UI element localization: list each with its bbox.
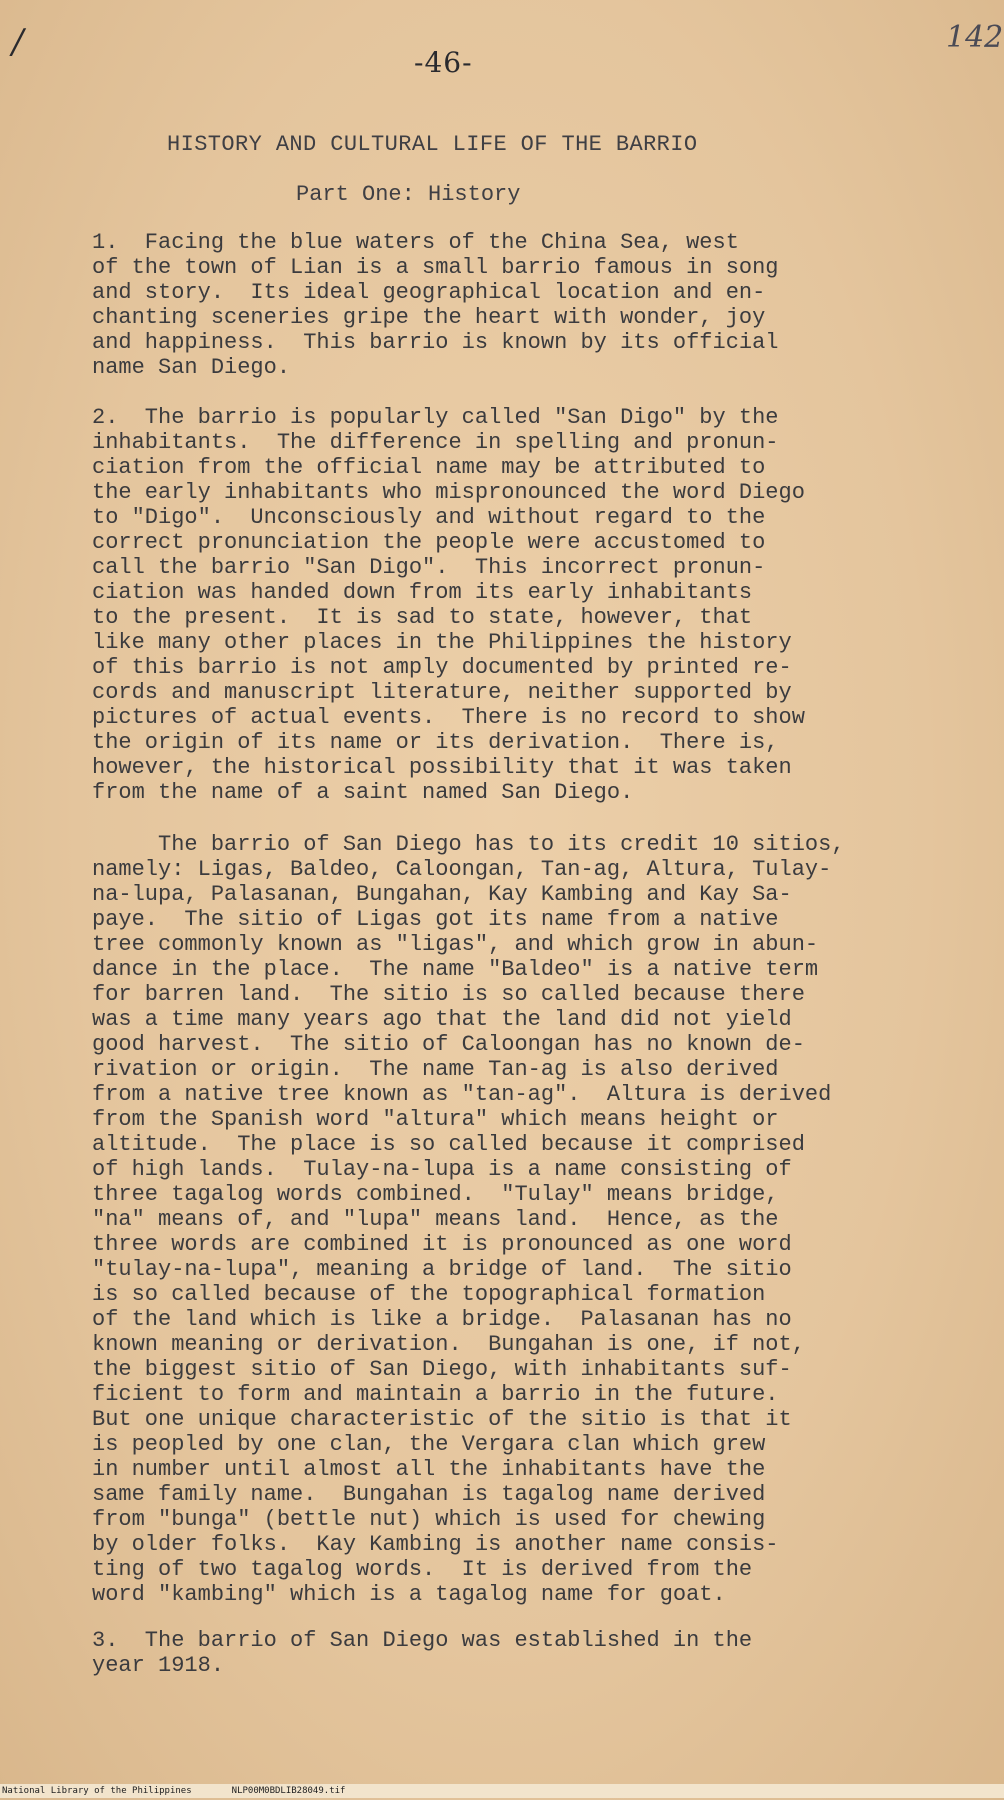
paragraph-1: 1. Facing the blue waters of the China Sea, west of the town of Lian is a small barrio famous in song and story. Its ideal geographical location and en- chanting sceneries gripe the heart with wonder, joy and happiness. This barrio is known by its official name San Diego. xyxy=(92,230,779,380)
document-subtitle: Part One: History xyxy=(296,182,521,207)
page-number: -46- xyxy=(414,46,473,79)
margin-mark: / xyxy=(12,22,24,62)
scan-footer xyxy=(0,1784,1004,1798)
paragraph-2: 2. The barrio is popularly called "San Digo" by the inhabitants. The difference in spelling and pronun- ciation from the official name may be attributed to the early inhabitants who mispronounced the word Diego to "Digo". Unconsciously and without regard to the correct pronunciation the people were accustomed to call the barrio "San Digo". This incorrect pronun- ciation was handed down from its early inhabitants to the present. It is sad to state, however, that like many other places in the Philippines the history of this barrio is not amply documented by printed re- cords and manuscript literature, neither supported by pictures of actual events. There is no record to show the origin of its name or its derivation. There is, however, the historical possibility that it was taken from the name of a saint named San Diego. xyxy=(92,405,805,805)
footer-library: National Library of the Philippines xyxy=(2,1786,192,1796)
document-title: HISTORY AND CULTURAL LIFE OF THE BARRIO xyxy=(167,132,698,157)
paragraph-sitios: The barrio of San Diego has to its credit 10 sitios, namely: Ligas, Baldeo, Caloongan, Tan-ag, Altura, Tulay- na-lupa, Palasanan, Bungahan, Kay Kambing and Kay Sa- paye. The sitio of Ligas got its name from a native tree commonly known as "ligas", and which grow in abun- dance in the place. The name "Baldeo" is a native term for barren land. The sitio is so called because there was a time many years ago that the land did not yield good harvest. The sitio of Caloongan has no known de- rivation or origin. The name Tan-ag is also derived from a native tree known as "tan-ag". Altura is derived from the Spanish word "altura" which means height or altitude. The place is so called because it comprised of high lands. Tulay-na-lupa is a name consisting of three tagalog words combined. "Tulay" means bridge, "na" means of, and "lupa" means land. Hence, as the three words are combined it is pronounced as one word "tulay-na-lupa", meaning a bridge of land. The sitio is so called because of the topographical formation of the land which is like a bridge. Palasanan has no known meaning or derivation. Bungahan is one, if not, the biggest sitio of San Diego, with inhabitants suf- ficient to form and maintain a barrio in the future. But one unique characteristic of the sitio is that it is peopled by one clan, the Vergara clan which grew in number until almost all the inhabitants have the same family name. Bungahan is tagalog name derived from "bunga" (bettle nut) which is used for chewing by older folks. Kay Kambing is another name consis- ting of two tagalog words. It is derived from the word "kambing" which is a tagalog name for goat. xyxy=(92,832,845,1607)
paragraph-3: 3. The barrio of San Diego was established in the year 1918. xyxy=(92,1628,753,1678)
stamp-page-number: 142 xyxy=(946,20,1004,55)
footer-filename: NLP00M0BDLIB28049.tif xyxy=(231,1786,346,1796)
